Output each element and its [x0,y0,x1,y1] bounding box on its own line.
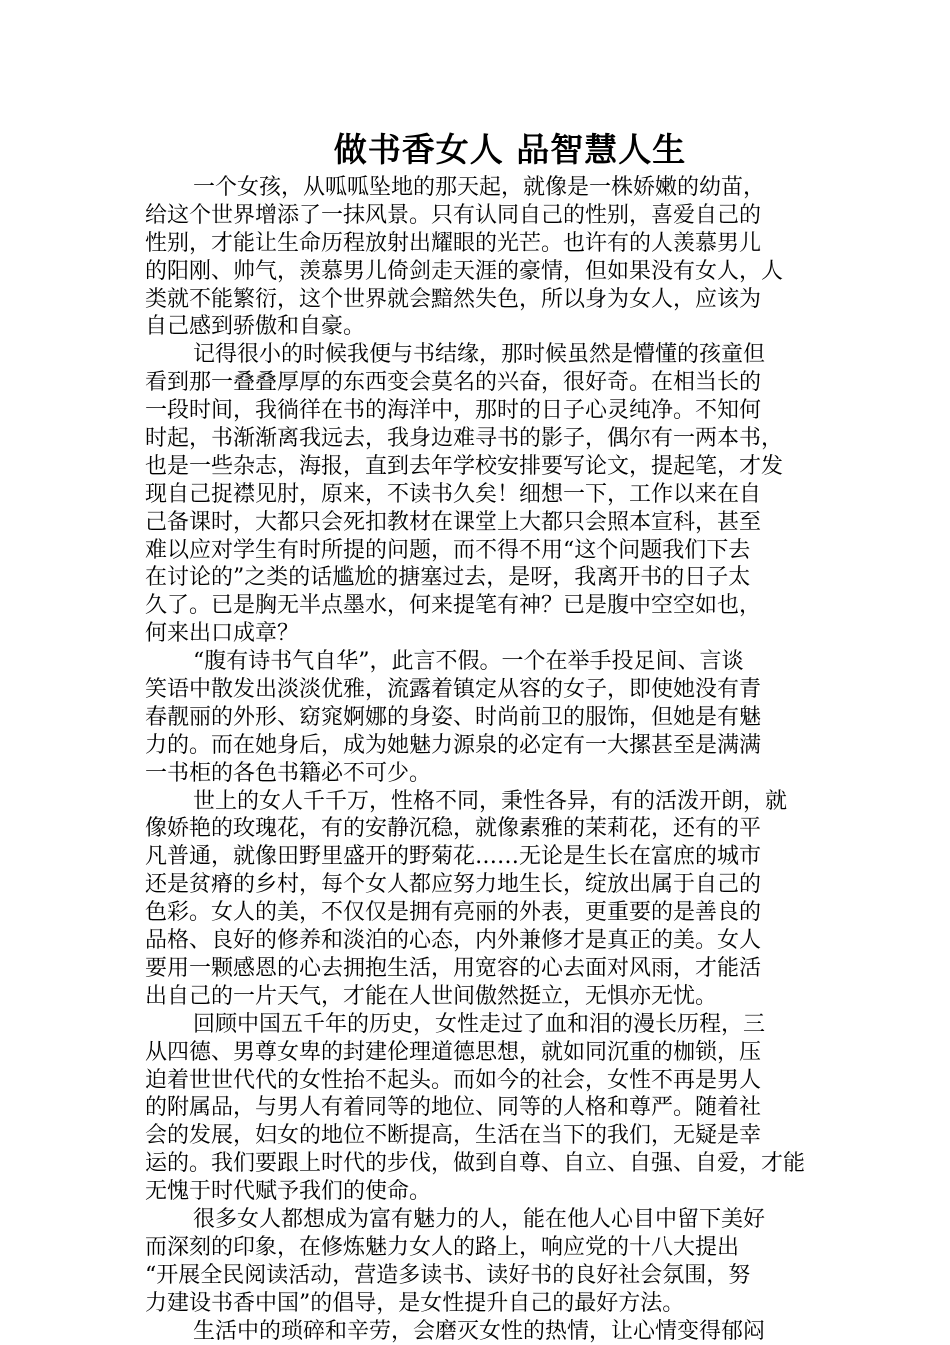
text-line: 春靓丽的外形、窈窕婀娜的身姿、时尚前卫的服饰，但她是有魅 [145,704,762,730]
text-line: 像娇艳的玫瑰花，有的安静沉稳，就像素雅的茉莉花，还有的平 [145,816,762,842]
text-line: 力建设书香中国”的倡导，是女性提升自己的最好方法。 [145,1290,685,1316]
text-line: 要用一颗感恩的心去拥抱生活，用宽容的心去面对风雨，才能活 [145,955,762,981]
text-line: “开展全民阅读活动，营造多读书、读好书的良好社会氛围，努 [145,1262,751,1288]
paragraph-first-line: “腹有诗书气自华”，此言不假。一个在举手投足间、言谈 [193,649,744,675]
text-line: 无愧于时代赋予我们的使命。 [145,1179,432,1205]
text-line: 而深刻的印象，在修炼魅力女人的路上，响应党的十八大提出 [145,1234,740,1260]
text-line: 从四德、男尊女卑的封建伦理道德思想，就如同沉重的枷锁，压 [145,1039,762,1065]
text-line: 在讨论的”之类的话尴尬的搪塞过去，是呀，我离开书的日子太 [145,565,751,591]
text-line: 现自己捉襟见肘，原来，不读书久矣！细想一下，工作以来在自 [145,481,762,507]
text-line: 运的。我们要跟上时代的步伐，做到自尊、自立、自强、自爱，才能 [145,1151,806,1177]
text-line: 难以应对学生有时所提的问题，而不得不用“这个问题我们下去 [145,537,751,563]
text-line: 也是一些杂志，海报，直到去年学校安排要写论文，提起笔，才发 [145,453,784,479]
text-line: 久了。已是胸无半点墨水，何来提笔有神？已是腹中空空如也， [145,593,762,619]
paragraph-first-line: 很多女人都想成为富有魅力的人，能在他人心目中留下美好 [193,1206,766,1232]
paragraph-first-line: 记得很小的时候我便与书结缘，那时候虽然是懵懂的孩童但 [193,342,766,368]
text-line: 迫着世世代代的女性抬不起头。而如今的社会，女性不再是男人 [145,1067,762,1093]
text-line: 一段时间，我徜徉在书的海洋中，那时的日子心灵纯净。不知何 [145,398,762,424]
text-line: 己备课时，大都只会死扣教材在课堂上大都只会照本宣科，甚至 [145,509,762,535]
text-line: 色彩。女人的美，不仅仅是拥有亮丽的外表，更重要的是善良的 [145,900,762,926]
paragraph-first-line: 回顾中国五千年的历史，女性走过了血和泪的漫长历程，三 [193,1011,766,1037]
text-line: 何来出口成章？ [145,621,300,647]
text-line: 笑语中散发出淡淡优雅，流露着镇定从容的女子，即使她没有青 [145,677,762,703]
text-line: 会的发展，妇女的地位不断提高，生活在当下的我们，无疑是幸 [145,1123,762,1149]
text-line: 时起，书渐渐离我远去，我身边难寻书的影子，偶尔有一两本书， [145,426,784,452]
text-line: 性别，才能让生命历程放射出耀眼的光芒。也许有的人羡慕男儿 [145,230,762,256]
text-line: 类就不能繁衍，这个世界就会黯然失色，所以身为女人，应该为 [145,286,762,312]
article-body [145,174,813,1345]
text-line: 凡普通，就像田野里盛开的野菊花……无论是生长在富庶的城市 [145,844,762,870]
text-line: 自己感到骄傲和自豪。 [145,314,366,340]
text-line: 力的。而在她身后，成为她魅力源泉的必定有一大摞甚至是满满 [145,732,762,758]
text-line: 给这个世界增添了一抹风景。只有认同自己的性别，喜爱自己的 [145,202,762,228]
text-line: 出自己的一片天气，才能在人世间傲然挺立，无惧亦无忧。 [145,983,718,1009]
text-line: 的阳刚、帅气，羡慕男儿倚剑走天涯的豪情，但如果没有女人，人 [145,258,784,284]
text-line: 一书柜的各色书籍必不可少。 [145,760,432,786]
page-title: 做书香女人 品智慧人生 [333,130,687,169]
paragraph-first-line: 一个女孩，从呱呱坠地的那天起，就像是一株娇嫩的幼苗， [193,175,766,200]
text-line: 品格、良好的修养和淡泊的心态，内外兼修才是真正的美。女人 [145,928,762,954]
paragraph-first-line: 世上的女人千千万，性格不同，秉性各异，有的活泼开朗，就 [193,788,788,814]
paragraph-first-line: 生活中的琐碎和辛劳，会磨灭女性的热情，让心情变得郁闷 [193,1318,766,1344]
text-line: 的附属品，与男人有着同等的地位、同等的人格和尊严。随着社 [145,1095,762,1121]
text-line: 看到那一叠叠厚厚的东西变会莫名的兴奋，很好奇。在相当长的 [145,370,762,396]
text-line: 还是贫瘠的乡村，每个女人都应努力地生长，绽放出属于自己的 [145,872,762,898]
